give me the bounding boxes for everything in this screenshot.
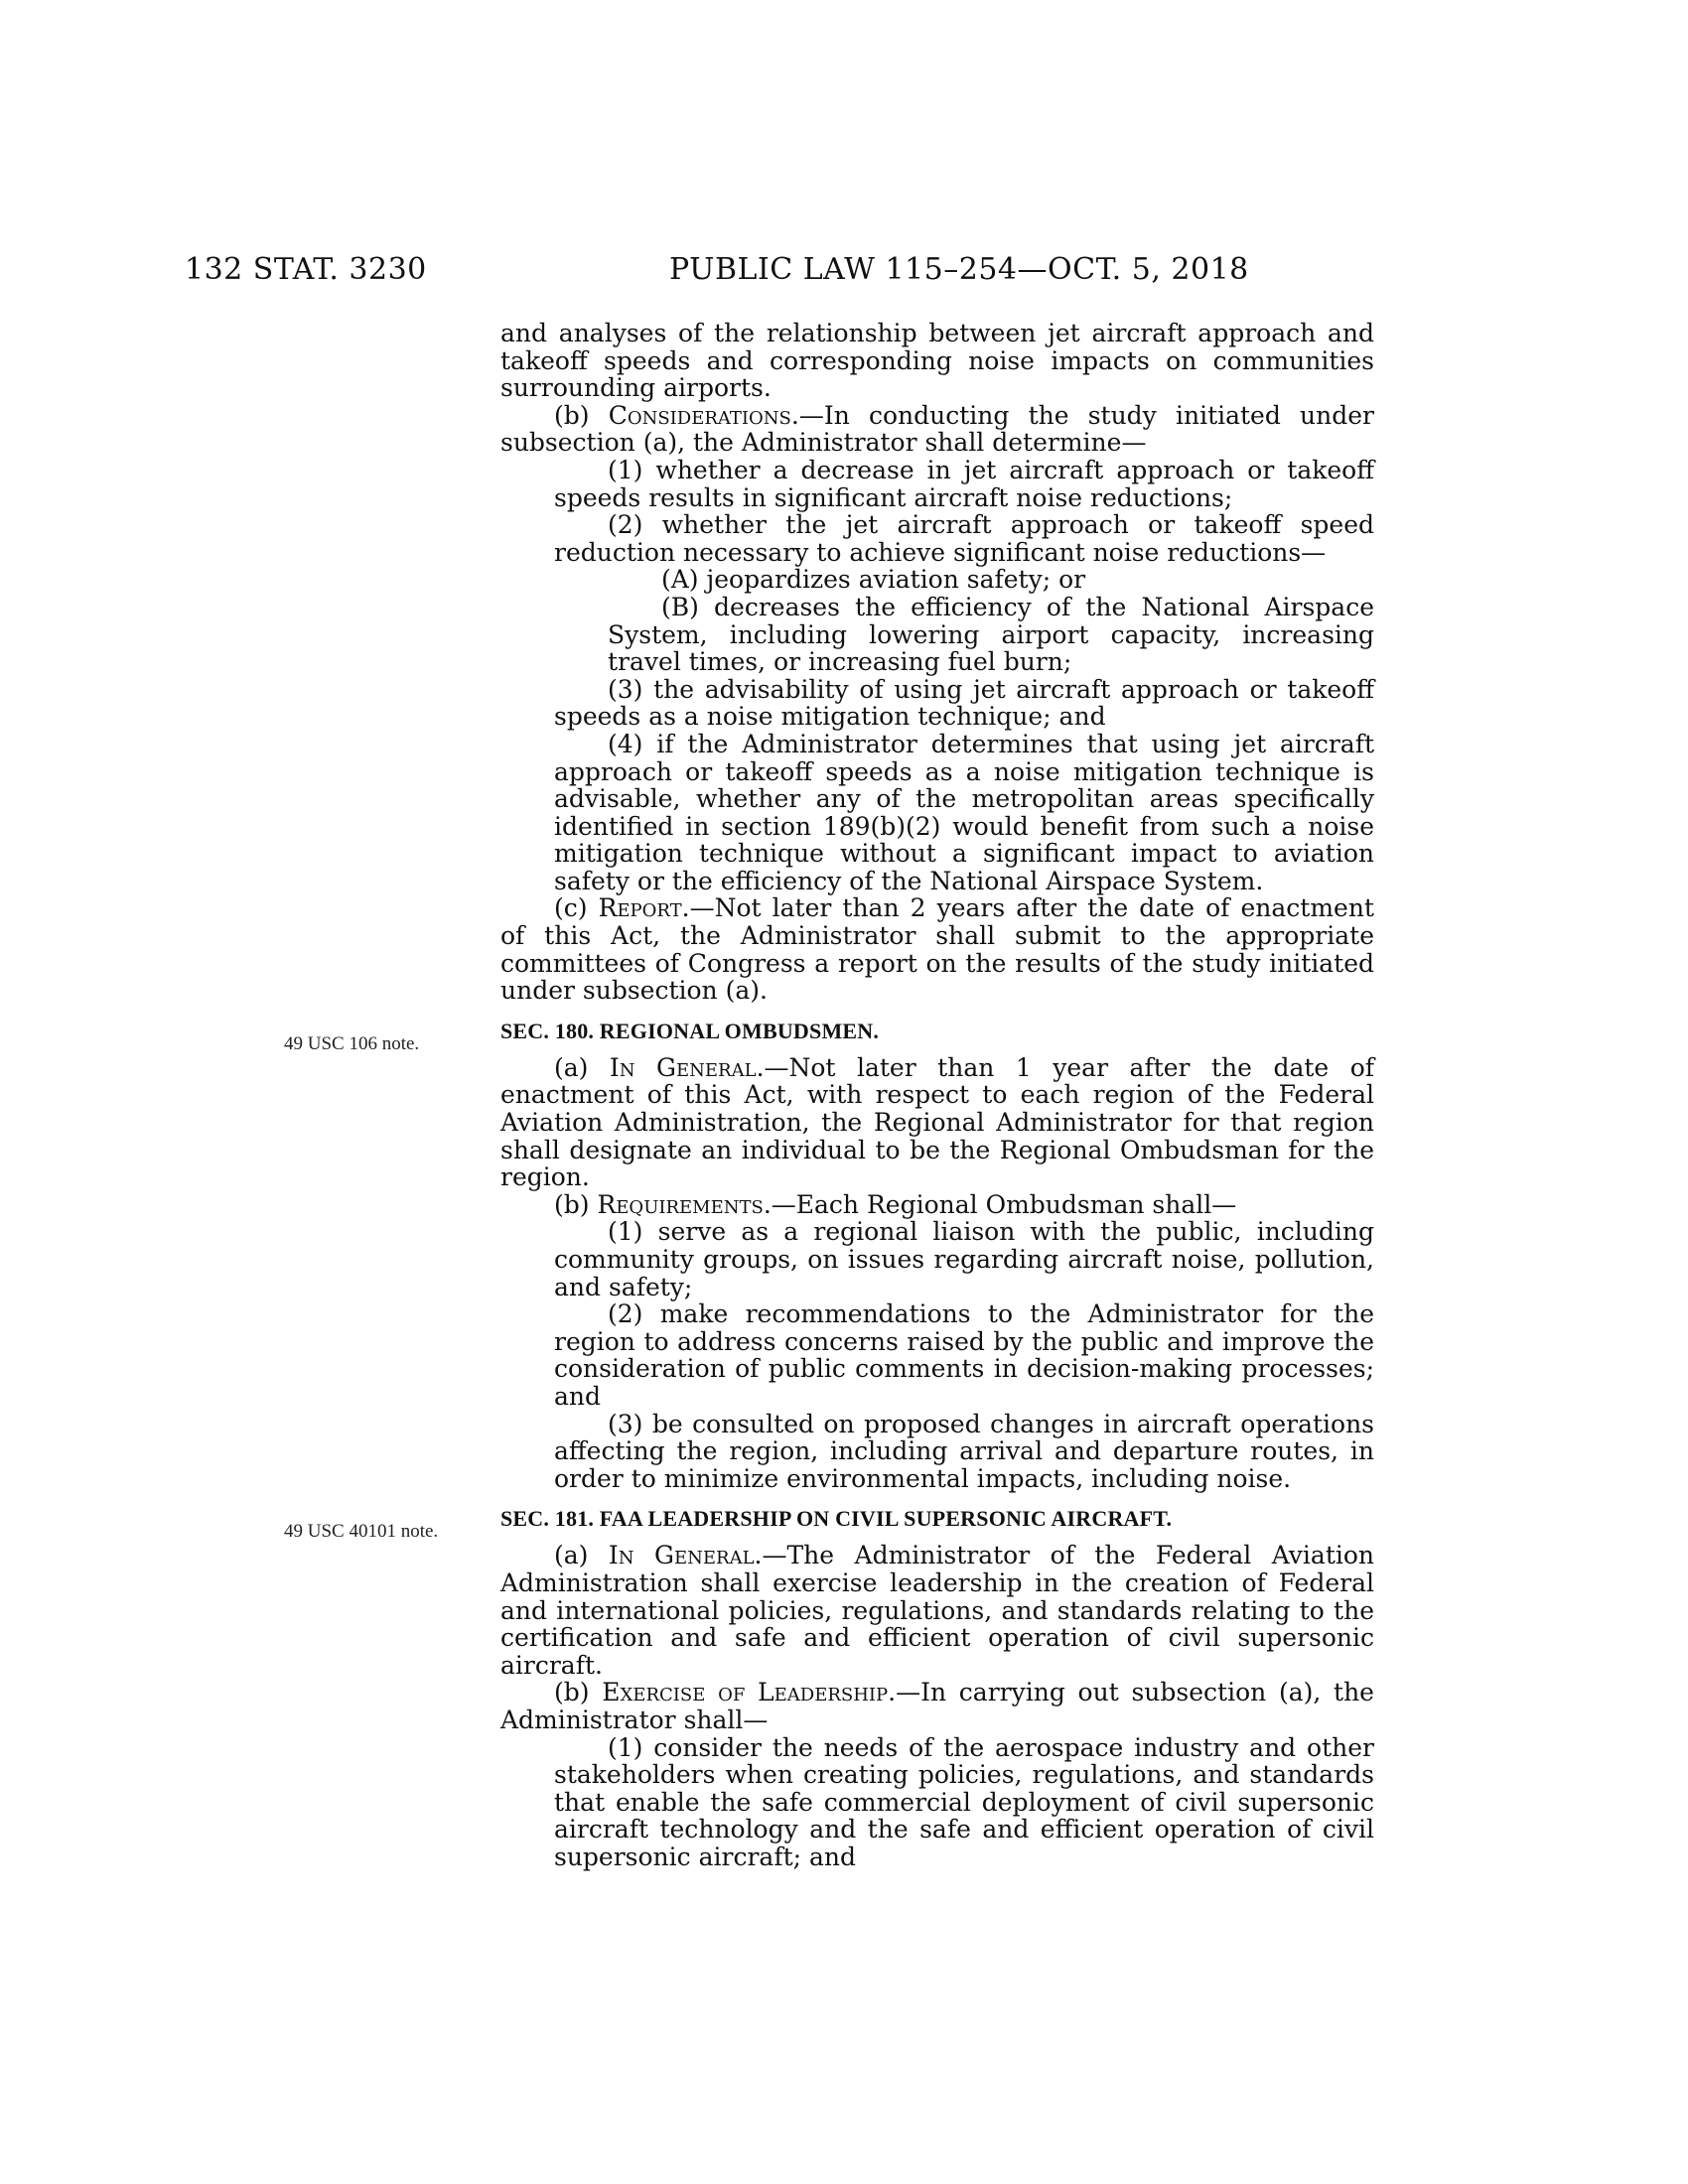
document-body [284, 319, 1375, 1871]
considerations-item-2b: (B) decreases the efficiency of the National Airspace System, including lowering airport capacity, increasing travel times, or increasing fuel burn; [608, 592, 1374, 677]
public-law-title: PUBLIC LAW 115–254—OCT. 5, 2018 [669, 252, 1249, 287]
report-label: (c) [554, 893, 599, 923]
considerations-paragraph [500, 402, 1374, 457]
sec181-a-text: .—The Administrator of the Federal Aviation Administration shall exercise leadership in the creation of Federal and international policies, regulations, and standards relating to the certification and safe and efficient operation of civil supersonic aircraft. [500, 1541, 1375, 1680]
sec180-requirements-paragraph [500, 1191, 1374, 1219]
sec181-a-label: (a) [554, 1541, 609, 1570]
sec180-b-heading: Requirements [597, 1189, 764, 1219]
considerations-text: .—In conducting the study initiated under subsection (a), the Administrator shall determine— [500, 400, 1374, 458]
considerations-item-1: (1) whether a decrease in jet aircraft approach or takeoff speeds results in significant aircraft noise reductions; [554, 455, 1374, 512]
report-paragraph [500, 894, 1374, 1004]
sec180-a-text: .—Not later than 1 year after the date of enactment of this Act, with respect to each region of the Federal Aviation Administration, the Regional Administrator for that region shall designate an individual to be the Regional Ombudsman for the region. [500, 1052, 1375, 1192]
considerations-item-3: (3) the advisability of using jet aircraft approach or takeoff speeds as a noise mitigation technique; and [554, 674, 1374, 732]
sec181-b-text: .—In carrying out subsection (a), the Administrator shall— [500, 1678, 1374, 1734]
sec180-b-label: (b) [554, 1189, 598, 1219]
margin-note-sec-181: 49 USC 40101 note. [284, 1521, 439, 1543]
considerations-label: (b) [554, 400, 609, 430]
margin-note-sec-180: 49 USC 106 note. [284, 1032, 420, 1054]
sec180-requirement-3: (3) be consulted on proposed changes in aircraft operations affecting the region, including arrival and departure routes, in order to minimize environmental impacts, including noise. [554, 1409, 1374, 1493]
section-181-heading: SEC. 181. FAA LEADERSHIP ON CIVIL SUPERSONIC AIRCRAFT. [500, 1506, 1173, 1532]
considerations-heading: Considerations [608, 400, 791, 430]
sec180-b-text: .—Each Regional Ombudsman shall— [763, 1189, 1237, 1219]
considerations-item-2a: (A) jeopardizes aviation safety; or [661, 565, 1086, 595]
section-180-heading: SEC. 180. REGIONAL OMBUDSMEN. [500, 1018, 880, 1043]
sec180-requirement-2: (2) make recommendations to the Administrator for the region to address concerns raised by the public and improve the consideration of public comments in decision-making processes; and [554, 1299, 1374, 1411]
section-181 [284, 1504, 1375, 1871]
sec181-leadership-item-1: (1) consider the needs of the aerospace industry and other stakeholders when creating policies, regulations, and standards that enable the safe commercial deployment of civil supersonic aircraft technology and the safe and efficient operation of civil supersonic aircraft; and [554, 1732, 1374, 1871]
study-continuation-paragraph: and analyses of the relationship between jet aircraft approach and takeoff speeds and corresponding noise impacts on communities surrounding airports. [500, 319, 1374, 403]
report-heading: Report [598, 893, 682, 923]
sec181-leadership-paragraph [500, 1679, 1374, 1733]
sec180-a-label: (a) [554, 1052, 610, 1082]
considerations-item-4: (4) if the Administrator determines that using jet aircraft approach or takeoff speeds as a noise mitigation technique is advisable, whether any of the metropolitan areas specifically identified in section 189(b)(2) would benefit from such a noise mitigation technique without a significant impact to aviation safety or the efficiency of the National Airspace System. [554, 729, 1374, 895]
sec181-in-general-paragraph [500, 1542, 1374, 1679]
sec180-requirement-1: (1) serve as a regional liaison with the public, including community groups, on issues regarding aircraft noise, pollution, and safety; [554, 1217, 1374, 1301]
page-header [185, 250, 1376, 290]
section-180 [284, 1017, 1375, 1493]
sec181-b-label: (b) [554, 1678, 603, 1707]
report-text: .—Not later than 2 years after the date of enactment of this Act, the Administrator shall submit to the appropriate committees of Congress a report on the results of the study initiated under subsection (a). [500, 893, 1374, 1006]
sec181-b-heading: Exercise of Leadership [602, 1678, 889, 1707]
sec181-a-heading: In General [608, 1541, 755, 1570]
statute-page-number: 132 STAT. 3230 [185, 252, 427, 287]
sec180-in-general-paragraph [500, 1054, 1374, 1191]
sec180-a-heading: In General [609, 1052, 757, 1082]
considerations-item-2: (2) whether the jet aircraft approach or takeoff speed reduction necessary to achieve significant noise reductions— [554, 510, 1374, 567]
